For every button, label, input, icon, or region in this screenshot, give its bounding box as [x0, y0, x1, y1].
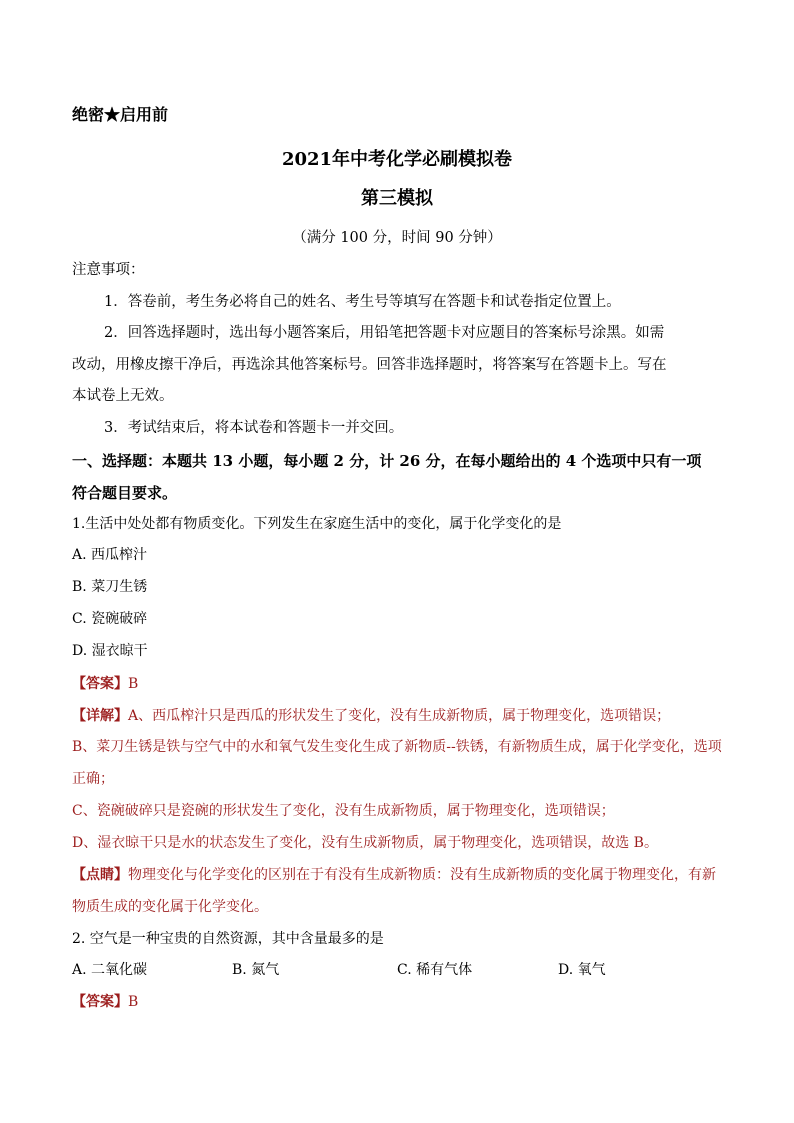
score-time-note: （满分 100 分，时间 90 分钟）: [292, 230, 502, 246]
detail-tag: 【详解】: [72, 708, 128, 724]
question-1-answer: [72, 674, 732, 694]
point-tag: 【点睛】: [72, 867, 128, 883]
question-1-detail-c: C、瓷碗破碎只是瓷碗的形状发生了变化，没有生成新物质，属于物理变化，选项错误；: [72, 803, 615, 819]
notice-item-2-line-2: 改动，用橡皮擦干净后，再选涂其他答案标号。回答非选择题时，将答案写在答题卡上。写在: [72, 357, 667, 373]
question-1-option-b: B. 菜刀生锈: [72, 579, 148, 595]
question-1-stem: 1.生活中处处都有物质变化。下列发生在家庭生活中的变化，属于化学变化的是: [72, 516, 562, 532]
notice-item-1: 1．答卷前，考生务必将自己的姓名、考生号等填写在答题卡和试卷指定位置上。: [104, 294, 621, 310]
detail-text-a: A、西瓜榨汁只是西瓜的形状发生了变化，没有生成新物质，属于物理变化，选项错误；: [128, 708, 671, 724]
notice-item-3: 3．考试结束后，将本试卷和答题卡一并交回。: [104, 420, 404, 436]
question-2-stem: 2. 空气是一种宝贵的自然资源，其中含量最多的是: [72, 931, 384, 947]
question-1-option-c: C. 瓷碗破碎: [72, 611, 148, 627]
notice-heading: 注意事项：: [72, 262, 145, 278]
question-1-option-d: D. 湿衣晾干: [72, 643, 148, 659]
question-1-detail-d: D、湿衣晾干只是水的状态发生了变化，没有生成新物质，属于物理变化，选项错误，故选 B。: [72, 835, 658, 851]
secret-label: 绝密★启用前: [72, 105, 169, 124]
section-1-heading-line-1: 一、选择题：本题共 13 小题，每小题 2 分，计 26 分，在每小题给出的 4 个选项中只有一项: [72, 452, 702, 470]
notice-item-2-line-1: 2．回答选择题时，选出每小题答案后，用铅笔把答题卡对应题目的答案标号涂黑。如需: [104, 325, 665, 341]
exam-title: 2021年中考化学必刷模拟卷: [281, 149, 513, 170]
question-1-point-line-1: [72, 865, 732, 885]
point-text-line-1: 物理变化与化学变化的区别在于有没有生成新物质：没有生成新物质的变化属于物理变化，有新: [128, 867, 716, 883]
answer-tag: 【答案】: [72, 676, 128, 692]
question-2-option-d: D. 氧气: [558, 962, 606, 978]
notice-item-2-line-3: 本试卷上无效。: [72, 388, 174, 404]
question-2-answer: [72, 992, 732, 1012]
question-2-option-c: C. 稀有气体: [397, 962, 473, 978]
question-1-option-a: A. 西瓜榨汁: [72, 547, 148, 563]
answer-value: B: [128, 676, 139, 692]
answer-value: B: [128, 994, 139, 1010]
question-1-detail-b-line-1: B、菜刀生锈是铁与空气中的水和氧气发生变化生成了新物质--铁锈，有新物质生成，属于化学变化，选项: [72, 739, 722, 755]
question-2-option-b: B. 氮气: [232, 962, 280, 978]
question-1-detail-a: [72, 706, 732, 726]
answer-tag: 【答案】: [72, 994, 128, 1010]
question-2-option-a: A. 二氧化碳: [72, 962, 148, 978]
question-1-point-line-2: 物质生成的变化属于化学变化。: [72, 899, 268, 915]
exam-subtitle: 第三模拟: [361, 188, 433, 209]
section-1-heading-line-2: 符合题目要求。: [72, 484, 178, 502]
question-1-detail-b-line-2: 正确；: [72, 771, 114, 787]
